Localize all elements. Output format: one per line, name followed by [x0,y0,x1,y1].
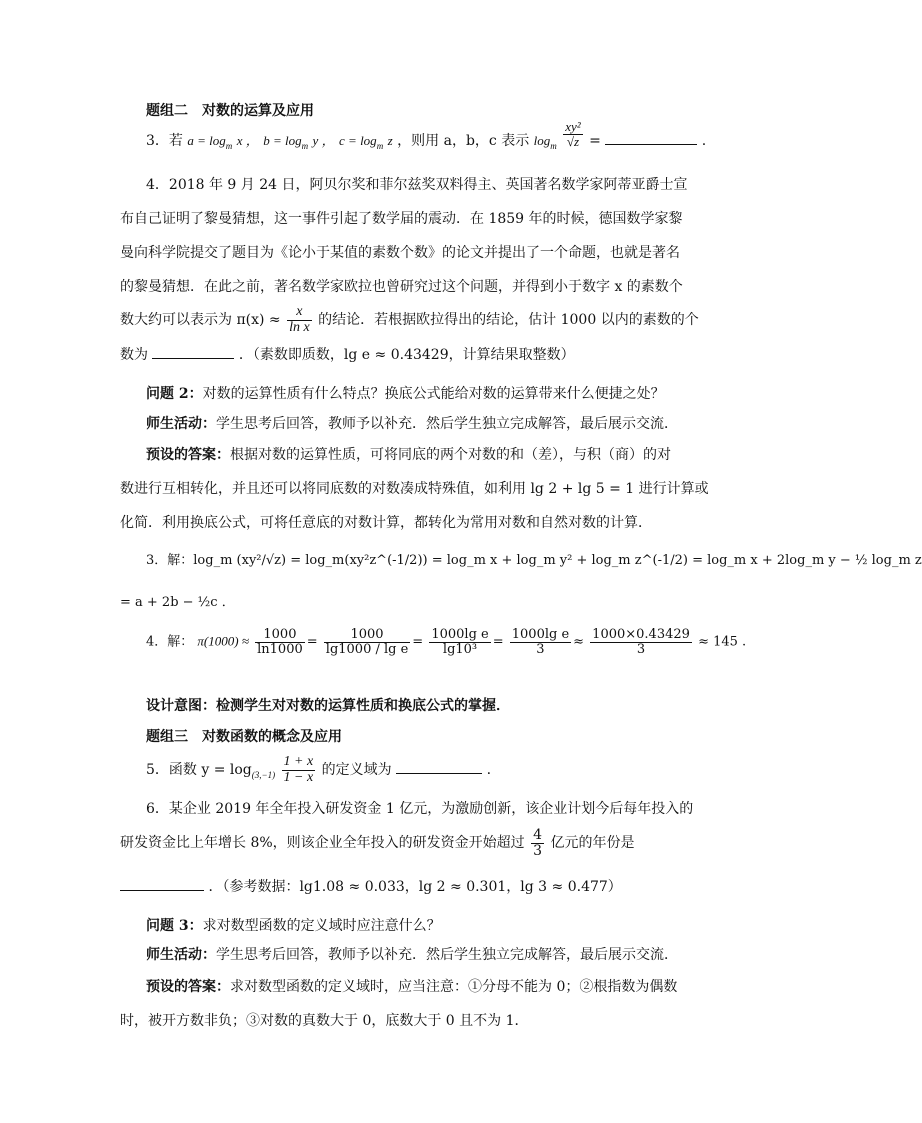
q6-fraction: $\frac{4}{3}$ [533,827,543,859]
q4-line5: 数大约可以表示为 π(x) ≈ $\frac{x}{\text{ln x}}$ 的结论．若根据欧拉得出的结论，估计 1000 以内的素数的个 [120,304,699,335]
answer-2-line3: 化简．利用换底公式，可将任意底的对数计算，都转化为常用对数和自然对数的计算． [120,515,652,531]
sol4-frac3: $\frac{\text{1000lg e}}{\text{lg10³}}$ [431,627,489,657]
q3-expr-a: a = log [187,133,226,149]
q3-prefix: 3．若 [146,133,183,150]
q6-line2: 研发资金比上年增长 8%，则该企业全年投入的研发资金开始超过 $\frac{4}{3}$ 亿元的年份是 [120,827,635,859]
solution-3-line2: = a + 2b − ½c ． [120,595,235,610]
question-3: 3．若 $a = \log_m x$ ， $b = \log_m y$ ， $c = \log_m z$ ，则用 a，b，c 表示 $\log_m$ $\frac{\text{xy²}}{√z}$ = . [146,119,707,151]
q3-ask: log [533,133,551,149]
group3-title: 题组三 对数函数的概念及应用 [146,729,342,745]
solution-4: 4．解： π(1000) ≈ $\frac{1000}{\ln 1000}$ = $\frac{1000}{\text{lg1000 / lg e}}$ = $\frac{\text{1000lg e}}{\text{lg10³}}$ = $\frac{\text{1000lg e}}{3}$ ≈ $\frac{1000\times 0.43429}{3}$ ≈ 145 . [146,627,747,657]
q6-line1: 6．某企业 2019 年全年投入研发资金 1 亿元，为激励创新，该企业计划今后每年投入的 [146,801,694,817]
question-2: 问题 2：对数的运算性质有什么特点？换底公式能给对数的运算带来什么便捷之处？ [146,386,665,402]
q4-line4: 的黎曼猜想．在此之前，著名数学家欧拉也曾研究过这个问题，并得到小于数字 x 的素数个 [120,279,683,295]
q4-euler-fraction: $\frac{x}{\text{ln x}}$ [289,304,310,335]
design-intent: 设计意图：检测学生对对数的运算性质和换底公式的掌握． [146,698,510,714]
q4-line1: 4．2018 年 9 月 24 日，阿贝尔奖和菲尔兹奖双料得主、英国著名数学家阿蒂亚爵士宣 [146,177,688,193]
sol4-frac2: $\frac{1000}{\text{lg1000 / lg e}}$ [325,627,409,657]
q4-line3: 曼向科学院提交了题目为《论小于某值的素数个数》的论文并提出了一个命题，也就是著名 [120,245,680,261]
q5-fraction: $\frac{1 + x}{1 - x}$ [283,754,314,785]
q4-line6: 数为 ．（素数即质数，lg e ≈ 0.43429，计算结果取整数） [120,347,575,363]
sol4-frac5: $\frac{1000\times 0.43429}{3}$ [592,627,690,657]
q3-expr-a2: x ， [236,133,259,149]
sol4-frac4: $\frac{\text{1000lg e}}{3}$ [511,627,570,657]
answer-3-line1: 预设的答案：求对数型函数的定义域时，应当注意：①分母不能为 0；②根指数为偶数 [146,979,678,995]
answer-3-line2: 时，被开方数非负；③对数的真数大于 0，底数大于 0 且不为 1． [120,1013,529,1029]
q4-line2: 布自己证明了黎曼猜想，这一事件引起了数学届的震动．在 1859 年的时候，德国数学家黎 [120,211,683,227]
q6-line3: ．（参考数据：lg1.08 ≈ 0.033，lg 2 ≈ 0.301，lg 3 ≈ 0.477） [120,880,622,894]
q3-expr-b: b = log [263,133,302,149]
q3-tail: ，则用 a，b，c 表示 [397,133,530,150]
q3-expr-c2: z [387,133,393,149]
answer-2-line2: 数进行互相转化，并且还可以将同底数的对数凑成特殊值，如利用 lg 2 + lg 5 = 1 进行计算或 [120,481,709,497]
question-5: 5．函数 $y = \log_{(3,-1)}$ $\frac{1 + x}{1 - x}$ 的定义域为 . [146,754,492,785]
group2-title: 题组二 对数的运算及应用 [146,103,314,119]
question-3-discussion: 问题 3：求对数型函数的定义域时应注意什么？ [146,918,441,934]
q6-answer-blank[interactable] [120,889,204,891]
q3-fraction: $\frac{\text{xy²}}{√z}$ [565,119,581,149]
q3-expr-b2: y ， [312,133,335,149]
q3-answer-blank[interactable] [605,143,697,145]
q3-expr-c: c = log [339,133,377,149]
solution-3-line1: 3．解：log_m (xy²/√z) = log_m(xy²z^(-1/2)) = log_m x + log_m y² + log_m z^(-1/2) = log_m x + 2log_m y − ½ log_m z [146,553,922,568]
activity-2: 师生活动：学生思考后回答，教师予以补充．然后学生独立完成解答，最后展示交流． [146,416,678,432]
q4-answer-blank[interactable] [152,357,234,359]
q5-answer-blank[interactable] [396,772,482,774]
sol4-frac1: $\frac{1000}{\ln 1000}$ [257,627,303,657]
answer-2-line1: 预设的答案：根据对数的运算性质，可将同底的两个对数的和（差），与积（商）的对 [146,447,671,463]
activity-3: 师生活动：学生思考后回答，教师予以补充．然后学生独立完成解答，最后展示交流． [146,947,678,963]
